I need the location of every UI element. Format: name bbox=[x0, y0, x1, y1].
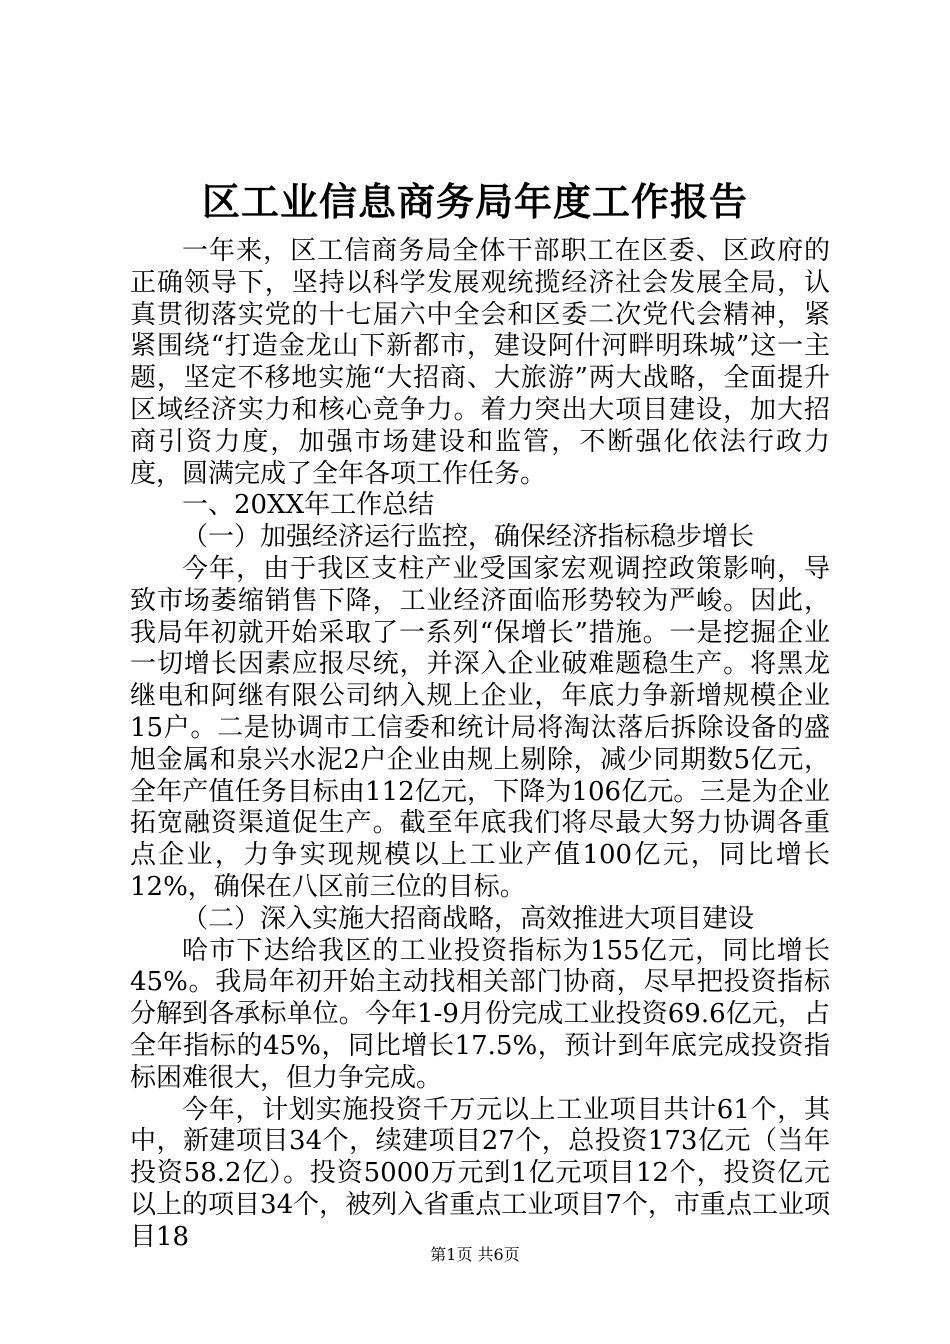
paragraph-investment: 哈市下达给我区的工业投资指标为155亿元，同比增长45%。我局年初开始主动找相关部门协商，尽早把投资指标分解到各承标单位。今年1-9月份完成工业投资69.6亿元，占全年指标的45%，同比增长17.5%，预计到年底完成投资指标困难很大，但力争完成。 bbox=[130, 935, 830, 1093]
paragraph-economy: 今年，由于我区支柱产业受国家宏观调控政策影响，导致市场萎缩销售下降，工业经济面临形势较为严峻。因此，我局年初就开始采取了一系列“保增长”措施。一是挖掘企业一切增长因素应报尽统，并深入企业破难题稳生产。将黑龙继电和阿继有限公司纳入规上企业，年底力争新增规模企业15户。二是协调市工信委和统计局将淘汰落后拆除设备的盛旭金属和泉兴水泥2户企业由规上剔除，减少同期数5亿元，全年产值任务目标由112亿元，下降为106亿元。三是为企业拓宽融资渠道促生产。截至年底我们将尽最大努力协调各重点企业，力争实现规模以上工业产值100亿元，同比增长12%，确保在八区前三位的目标。 bbox=[130, 553, 830, 902]
subsection-heading-2: （二）深入实施大招商战略，高效推进大项目建设 bbox=[182, 903, 755, 934]
section-heading-summary: 一、20XX年工作总结 bbox=[182, 490, 435, 521]
page-footer: 第1页 共6页 bbox=[430, 1245, 520, 1264]
paragraph-projects: 今年，计划实施投资千万元以上工业项目共计61个，其中，新建项目34个，续建项目27个，总投资173亿元（当年投资58.2亿）。投资5000万元到1亿元项目12个，投资亿元以上的项目34个，被列入省重点工业项目7个，市重点工业项目18 bbox=[130, 1094, 830, 1252]
document-body bbox=[130, 236, 830, 1254]
document-title: 区工业信息商务局年度工作报告 bbox=[201, 179, 748, 224]
subsection-heading-1: （一）加强经济运行监控，确保经济指标稳步增长 bbox=[182, 522, 755, 553]
paragraph-intro: 一年来，区工信商务局全体干部职工在区委、区政府的正确领导下，坚持以科学发展观统揽经济社会发展全局，认真贯彻落实党的十七届六中全会和区委二次党代会精神，紧紧围绕“打造金龙山下新都市，建设阿什河畔明珠城”这一主题，坚定不移地实施“大招商、大旅游”两大战略，全面提升区域经济实力和核心竞争力。着力突出大项目建设，加大招商引资力度，加强市场建设和监管，不断强化依法行政力度，圆满完成了全年各项工作任务。 bbox=[130, 236, 830, 489]
